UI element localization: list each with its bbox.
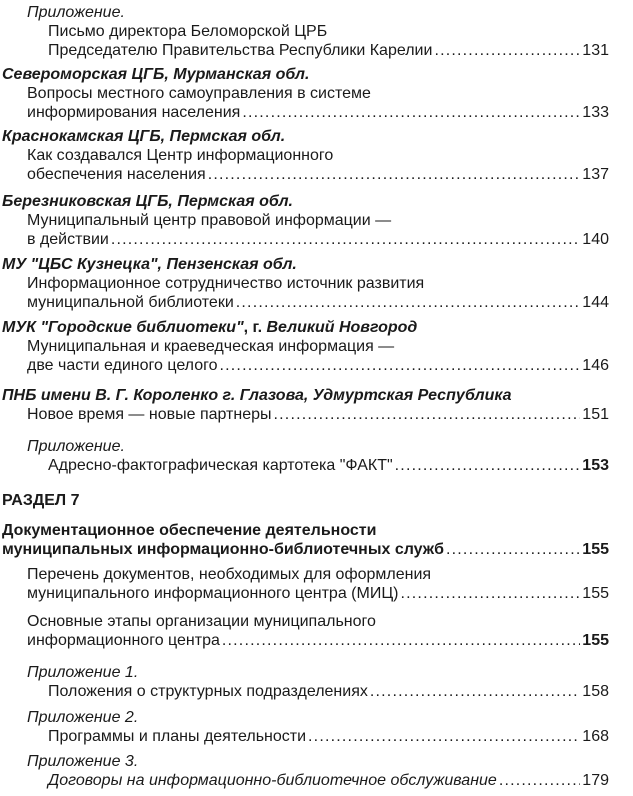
toc-line <box>27 211 609 230</box>
dot-leader <box>219 356 580 375</box>
toc-line-text: муниципального информационного центра (МИЦ) <box>27 585 399 602</box>
toc-line-text: Приложение 3. <box>27 753 139 770</box>
dot-leader <box>434 41 580 60</box>
toc-line <box>2 65 609 84</box>
toc-line-text: в действии <box>27 231 109 248</box>
toc-line <box>27 356 609 375</box>
toc-line-text: Североморская ЦГБ, Мурманская обл. <box>2 66 310 83</box>
toc-entry <box>0 84 609 122</box>
toc-entry <box>0 663 609 682</box>
toc-line <box>27 230 609 249</box>
page-number: 131 <box>582 42 609 59</box>
toc-entry <box>0 211 609 249</box>
page-number: 133 <box>582 104 609 121</box>
toc-line-text: Вопросы местного самоуправления в системе <box>27 85 371 102</box>
toc-line <box>27 293 609 312</box>
page-number: 158 <box>582 683 609 700</box>
toc-line-text: МУ "ЦБС Кузнецка", Пензенская обл. <box>2 256 297 273</box>
toc-line <box>27 663 609 682</box>
toc-line <box>2 255 609 274</box>
toc-line-text: обеспечения населения <box>27 166 206 183</box>
page-number: 168 <box>582 728 609 745</box>
toc-entry <box>0 727 609 746</box>
dot-leader <box>395 456 581 475</box>
page-number: 146 <box>582 357 609 374</box>
toc-entry <box>0 771 609 790</box>
toc-line <box>48 727 609 746</box>
dot-leader <box>370 682 580 701</box>
toc-text-segment: , г. <box>243 319 267 336</box>
toc-line-text: информационного центра <box>27 632 220 649</box>
page-number: 155 <box>582 632 609 649</box>
toc-line <box>48 771 609 790</box>
toc-entry <box>0 274 609 312</box>
toc-entry <box>0 682 609 701</box>
toc-entry <box>0 565 609 603</box>
dot-leader <box>111 230 580 249</box>
toc-line <box>27 103 609 122</box>
toc-line <box>27 752 609 771</box>
toc-line-text: Приложение. <box>27 438 125 455</box>
toc-line <box>27 437 609 456</box>
toc-text-segment: Великий Новгород <box>266 319 418 336</box>
toc-line <box>27 584 609 603</box>
toc-entry <box>0 437 609 456</box>
toc-line <box>27 612 609 631</box>
toc-entry <box>0 22 609 60</box>
toc-line <box>2 386 609 405</box>
dot-leader <box>274 405 581 424</box>
toc-entry <box>0 708 609 727</box>
toc-line <box>27 631 609 650</box>
toc-line-text: муниципальной библиотеки <box>27 294 234 311</box>
toc-line <box>2 521 609 540</box>
toc-entry <box>0 752 609 771</box>
toc-line-text: Приложение. <box>27 4 125 21</box>
page-number: 153 <box>582 457 609 474</box>
toc-entry <box>0 612 609 650</box>
toc-line <box>27 274 609 293</box>
dot-leader <box>401 584 581 603</box>
toc-entry <box>0 456 609 475</box>
toc-line <box>27 84 609 103</box>
page-number: 155 <box>582 585 609 602</box>
toc-line-text: Председателю Правительства Республики Карелии <box>48 42 433 59</box>
toc-line-text: муниципальных информационно-библиотечных служб <box>2 541 444 558</box>
toc-line-text: Приложение 2. <box>27 709 139 726</box>
toc-line-text: Березниковская ЦГБ, Пермская обл. <box>2 193 293 210</box>
toc-line-text: две части единого целого <box>27 357 218 374</box>
toc-entry <box>0 255 609 274</box>
toc-entry <box>0 405 609 424</box>
toc-line <box>27 3 609 22</box>
toc-line-text: Как создавался Центр информационного <box>27 147 334 164</box>
toc-line <box>27 337 609 356</box>
toc-line-text: Договоры на информационно-библиотечное обслуживание <box>48 772 497 789</box>
toc-line-text: Перечень документов, необходимых для оформления <box>27 566 432 583</box>
page-number: 144 <box>582 294 609 311</box>
toc-line-text: Муниципальный центр правовой информации — <box>27 212 392 229</box>
toc-entry <box>0 3 609 22</box>
toc-line <box>2 540 609 559</box>
page-number: 179 <box>582 772 609 789</box>
toc-entry <box>0 65 609 84</box>
dot-leader <box>242 103 580 122</box>
toc-entry <box>0 127 609 146</box>
toc-line <box>2 127 609 146</box>
toc-line <box>48 22 609 41</box>
toc-line <box>2 318 609 337</box>
toc-entry <box>0 521 609 559</box>
dot-leader <box>499 771 580 790</box>
toc-text-segment: МУК "Городские библиотеки" <box>2 319 244 336</box>
toc-line <box>48 682 609 701</box>
toc-line <box>27 165 609 184</box>
toc-line-text: Положения о структурных подразделениях <box>48 683 368 700</box>
toc-list <box>0 3 633 790</box>
toc-entry <box>0 386 609 405</box>
toc-entry <box>0 491 609 510</box>
dot-leader <box>446 540 580 559</box>
toc-line <box>48 456 609 475</box>
toc-line <box>48 41 609 60</box>
toc-entry <box>0 337 609 375</box>
dot-leader <box>208 165 581 184</box>
toc-line-text: Информационное сотрудничество источник развития <box>27 275 425 292</box>
toc-entry <box>0 146 609 184</box>
toc-line-text: Программы и планы деятельности <box>48 728 307 745</box>
page-number: 140 <box>582 231 609 248</box>
toc-line-text: ПНБ имени В. Г. Короленко г. Глазова, Удмуртская Республика <box>2 387 512 404</box>
page-number: 137 <box>582 166 609 183</box>
toc-entry <box>0 318 609 337</box>
toc-line-text <box>2 318 417 337</box>
toc-line <box>27 146 609 165</box>
page-number: 155 <box>582 541 609 558</box>
toc-line-text: Основные этапы организации муниципального <box>27 613 376 630</box>
toc-entry <box>0 192 609 211</box>
dot-leader <box>236 293 581 312</box>
toc-line-text: РАЗДЕЛ 7 <box>2 492 80 509</box>
toc-line <box>2 491 609 510</box>
toc-line-text: Муниципальная и краеведческая информация — <box>27 338 395 355</box>
toc-line-text: Адресно-фактографическая картотека "ФАКТ" <box>48 457 393 474</box>
dot-leader <box>222 631 580 650</box>
toc-line-text: Письмо директора Беломорской ЦРБ <box>48 23 328 40</box>
toc-line <box>27 405 609 424</box>
toc-line-text: Краснокамская ЦГБ, Пермская обл. <box>2 128 286 145</box>
toc-line <box>2 192 609 211</box>
dot-leader <box>308 727 580 746</box>
toc-line <box>27 565 609 584</box>
toc-line-text: Документационное обеспечение деятельности <box>2 522 377 539</box>
toc-line-text: Новое время — новые партнеры <box>27 406 272 423</box>
toc-line-text: Приложение 1. <box>27 664 139 681</box>
toc-line-text: информирования населения <box>27 104 241 121</box>
page-number: 151 <box>582 406 609 423</box>
toc-line <box>27 708 609 727</box>
